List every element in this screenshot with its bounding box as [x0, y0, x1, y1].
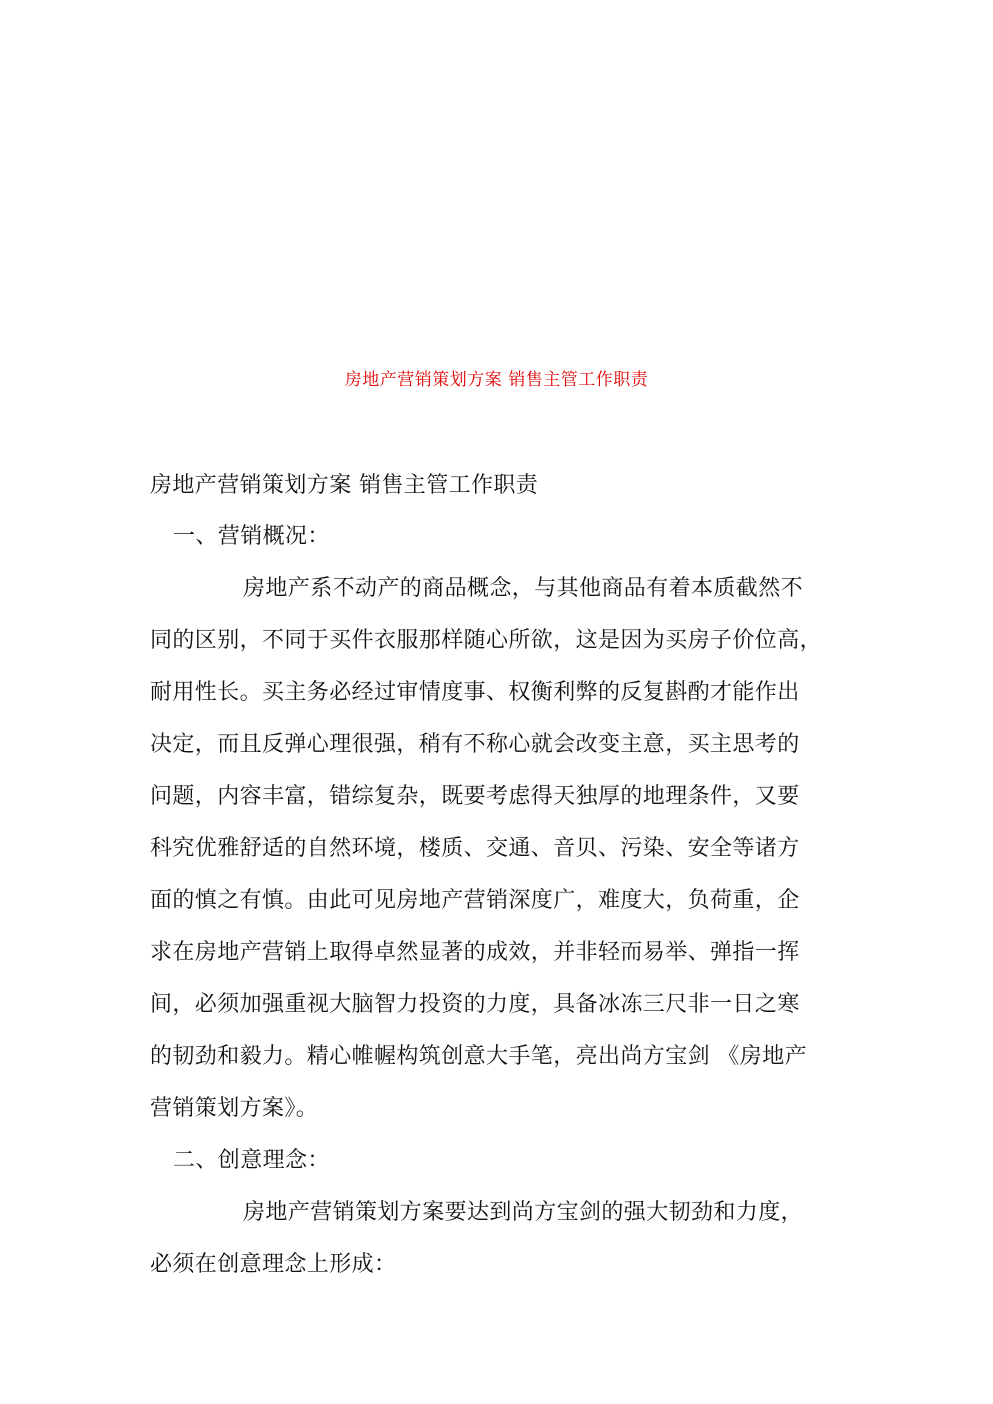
paragraph-line: 营销策划方案》。	[150, 1096, 319, 1121]
paragraph-line: 房地产系不动产的商品概念，与其他商品有着本质截然不	[243, 576, 804, 601]
paragraph-line: 同的区别，不同于买件衣服那样随心所欲，这是因为买房子价位高，	[150, 628, 823, 653]
section-heading: 一、营销概况：	[173, 524, 330, 549]
paragraph-line: 必须在创意理念上形成：	[150, 1252, 397, 1277]
section-heading: 二、创意理念：	[173, 1148, 330, 1173]
paragraph-line: 间，必须加强重视大脑智力投资的力度，具备冰冻三尺非一日之寒	[150, 992, 800, 1017]
paragraph-line: 面的慎之有慎。由此可见房地产营销深度广，难度大，负荷重，企	[150, 888, 800, 913]
document-subtitle: 房地产营销策划方案 销售主管工作职责	[150, 473, 539, 498]
paragraph-line: 耐用性长。买主务必经过审情度事、权衡利弊的反复斟酌才能作出	[150, 680, 800, 705]
paragraph-line: 求在房地产营销上取得卓然显著的成效，并非轻而易举、弹指一挥	[150, 940, 800, 965]
paragraph-line: 问题，内容丰富，错综复杂，既要考虑得天独厚的地理条件，又要	[150, 784, 800, 809]
paragraph-line: 房地产营销策划方案要达到尚方宝剑的强大韧劲和力度，	[243, 1200, 804, 1225]
paragraph-line: 的韧劲和毅力。精心帷幄构筑创意大手笔，亮出尚方宝剑 《房地产	[150, 1044, 807, 1069]
paragraph-line: 决定，而且反弹心理很强，稍有不称心就会改变主意，买主思考的	[150, 732, 800, 757]
document-title: 房地产营销策划方案 销售主管工作职责	[344, 370, 649, 390]
paragraph-line: 科究优雅舒适的自然环境，楼质、交通、音贝、污染、安全等诸方	[150, 836, 800, 861]
